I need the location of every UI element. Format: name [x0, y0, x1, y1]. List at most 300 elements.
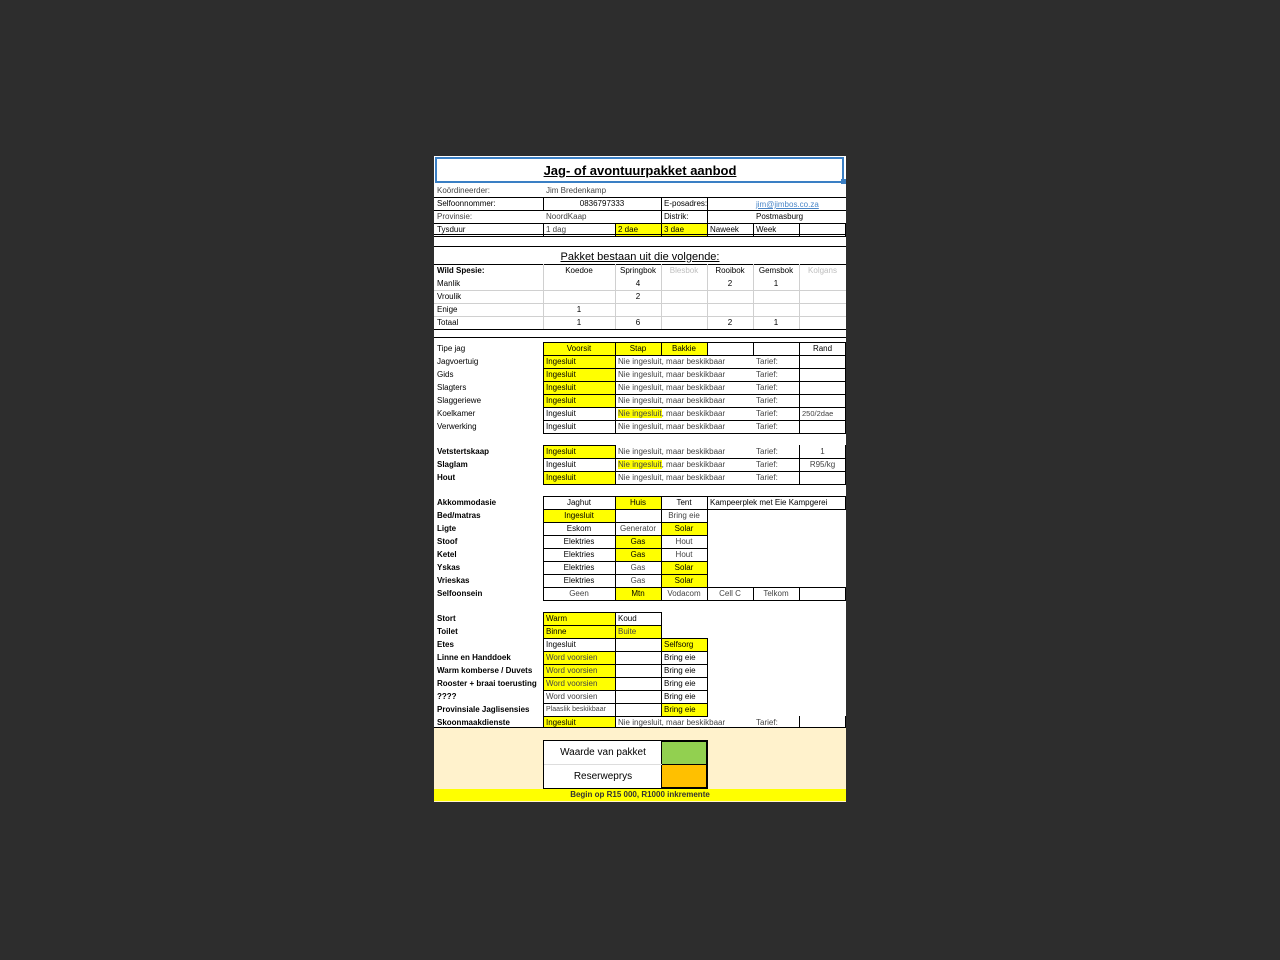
species-count[interactable]	[543, 278, 615, 290]
grid-line	[845, 420, 846, 434]
grid-line	[543, 625, 544, 639]
bedding-own[interactable]: Bring eie	[668, 511, 700, 520]
grid-line	[543, 561, 544, 575]
amenity-option[interactable]: Hout	[675, 550, 693, 559]
species-column-header: Rooibok	[715, 266, 745, 275]
hunt-type-option[interactable]: Bakkie	[661, 343, 707, 355]
shower-option[interactable]: Warm	[543, 613, 615, 625]
grid-line	[799, 394, 800, 408]
grid-line	[615, 394, 616, 408]
amenity-option[interactable]: Elektries	[563, 550, 595, 559]
cell-signal-option[interactable]: Geen	[569, 589, 589, 598]
grid-line	[615, 587, 616, 601]
amenity-option[interactable]: Eskom	[566, 524, 592, 533]
grid-line	[543, 587, 544, 601]
grid-line	[661, 651, 662, 665]
service-included[interactable]: Ingesluit	[546, 422, 576, 431]
species-count[interactable]	[543, 291, 615, 303]
service-label: Verwerking	[437, 422, 477, 431]
grid-line	[543, 471, 616, 472]
grid-line	[543, 600, 846, 601]
grid-line	[799, 264, 800, 330]
grid-line	[615, 703, 616, 717]
supply-label: Rooster + braai toerusting	[437, 679, 537, 688]
amenity-option[interactable]: Elektries	[563, 563, 595, 572]
grid-line	[615, 625, 616, 639]
grid-line	[799, 445, 800, 459]
species-column-header: Gemsbok	[758, 266, 794, 275]
grid-line	[615, 664, 616, 678]
meals-label: Etes	[437, 640, 454, 649]
grid-line	[661, 703, 662, 717]
accommodation-label: Akkommodasie	[437, 498, 497, 507]
grid-line	[661, 638, 662, 652]
accommodation-option[interactable]: Tent	[676, 498, 692, 507]
accommodation-option[interactable]: Kampeerplek met Eie Kampgerei	[710, 498, 828, 507]
meals-option[interactable]: Selfsorg	[661, 639, 707, 651]
service-included[interactable]: Ingesluit	[543, 356, 615, 368]
tariff-label: Tarief:	[756, 473, 778, 482]
species-count[interactable]: 1	[576, 318, 582, 327]
grid-line	[707, 264, 708, 330]
reserve-price-input[interactable]	[661, 764, 707, 788]
supply-own[interactable]: Bring eie	[664, 653, 696, 662]
grid-line	[615, 420, 616, 434]
species-count[interactable]: 2	[727, 318, 733, 327]
amenity-option[interactable]: Gas	[615, 549, 661, 561]
tariff-label: Tarief:	[756, 409, 778, 418]
service-label: Koelkamer	[437, 409, 476, 418]
amenity-option[interactable]: Elektries	[563, 537, 595, 546]
service-not-included[interactable]: Nie ingesluit, maar beskikbaar	[618, 396, 726, 405]
species-count[interactable]	[753, 304, 799, 316]
grid-line	[799, 342, 800, 356]
package-value-input[interactable]	[661, 741, 707, 765]
tariff-label: Tarief:	[756, 718, 778, 727]
grid-line	[845, 394, 846, 408]
grid-line	[543, 664, 708, 665]
tariff-value[interactable]: 250/2dae	[802, 409, 834, 418]
service-label: Slagters	[437, 383, 467, 392]
grid-line	[707, 210, 708, 224]
species-row-label: Vroulik	[437, 292, 462, 301]
grid-line	[661, 561, 662, 575]
tariff-label: Tarief:	[756, 383, 778, 392]
amenity-option[interactable]: Solar	[661, 575, 707, 587]
supply-provided[interactable]: Plaaslik beskikbaar	[546, 706, 606, 713]
species-count[interactable]: 2	[635, 292, 641, 301]
email-label: E-posadres:	[664, 199, 708, 208]
duration-option[interactable]: 3 dae	[661, 224, 707, 236]
grid-line	[661, 264, 662, 330]
extra-included[interactable]: Ingesluit	[546, 460, 576, 469]
grid-line	[543, 535, 544, 549]
grid-line	[434, 234, 846, 235]
grid-line	[543, 651, 544, 665]
grid-line	[707, 522, 708, 536]
tariff-label: Tarief:	[756, 370, 778, 379]
grid-line	[707, 509, 708, 523]
grid-line	[615, 407, 616, 421]
grid-line	[845, 445, 846, 459]
grid-line	[543, 458, 544, 472]
supply-own[interactable]: Bring eie	[664, 666, 696, 675]
cell-signal-option[interactable]: Cell C	[719, 589, 741, 598]
hunt-type-label: Tipe jag	[437, 344, 466, 353]
species-column-header: Kolgans	[808, 266, 837, 275]
grid-line	[543, 445, 544, 459]
tariff-value[interactable]	[799, 382, 846, 394]
service-included[interactable]: Ingesluit	[543, 382, 615, 394]
species-count[interactable]	[661, 278, 707, 290]
not-included-rest: , maar beskikbaar	[661, 409, 726, 418]
hunt-type-option[interactable]: Stap	[615, 343, 661, 355]
amenity-label: Ketel	[437, 550, 457, 559]
extra-included[interactable]: Ingesluit	[543, 472, 615, 484]
extra-label: Vetstertskaap	[437, 447, 490, 456]
duration-option[interactable]: 2 dae	[615, 224, 661, 236]
spreadsheet-sheet	[434, 156, 846, 802]
grid-line	[615, 690, 616, 704]
grid-line	[845, 381, 846, 395]
amenity-option[interactable]: Gas	[630, 576, 646, 585]
shower-label: Stort	[437, 614, 456, 623]
extra-not-included[interactable]: Nie ingesluit, maar beskikbaar	[618, 447, 726, 456]
grid-line	[615, 342, 616, 356]
grid-line	[615, 522, 616, 536]
service-label: Jagvoertuig	[437, 357, 479, 366]
grid-line	[707, 677, 708, 691]
supply-provided[interactable]: Word voorsien	[543, 652, 615, 664]
grid-line	[707, 703, 708, 717]
cleaning-not-included[interactable]: Nie ingesluit, maar beskikbaar	[618, 718, 726, 727]
grid-line	[543, 394, 616, 395]
toilet-option[interactable]: Buite	[615, 626, 661, 638]
supply-label: Linne en Handdoek	[437, 653, 511, 662]
grid-line	[543, 197, 707, 198]
shower-option[interactable]: Koud	[618, 614, 637, 623]
species-count[interactable]: 1	[576, 305, 582, 314]
extra-label: Hout	[437, 473, 456, 482]
valuation-box	[543, 740, 708, 789]
grid-line	[707, 509, 846, 510]
grid-line	[753, 587, 754, 601]
cleaning-included[interactable]: Ingesluit	[543, 717, 615, 729]
service-label: Gids	[437, 370, 454, 379]
grid-line	[661, 690, 662, 704]
not-included-highlight: Nie ingesluit	[618, 460, 662, 469]
species-count[interactable]: 2	[727, 279, 733, 288]
grid-line	[661, 548, 662, 562]
district-label: Distrik:	[664, 212, 689, 221]
province-label: Provinsie:	[437, 212, 473, 221]
grid-line	[543, 381, 616, 382]
grid-line	[434, 246, 846, 247]
grid-line	[661, 342, 662, 356]
amenity-option[interactable]: Elektries	[563, 576, 595, 585]
grid-line	[615, 355, 616, 369]
grid-line	[707, 587, 708, 601]
tariff-label: Tarief:	[756, 447, 778, 456]
toilet-option[interactable]: Binne	[543, 626, 615, 638]
grid-line	[661, 535, 662, 549]
species-count[interactable]	[799, 304, 846, 316]
grid-line	[543, 420, 616, 421]
extra-label: Slaglam	[437, 460, 468, 469]
accommodation-option[interactable]: Huis	[615, 497, 661, 509]
amenity-option[interactable]: Gas	[615, 536, 661, 548]
grid-line	[661, 587, 662, 601]
grid-line	[845, 407, 846, 421]
extra-included[interactable]: Ingesluit	[543, 446, 615, 458]
service-not-included[interactable]: Nie ingesluit, maar beskikbaar	[618, 383, 726, 392]
grid-line	[615, 561, 616, 575]
district-value[interactable]: Postmasburg	[756, 212, 804, 221]
species-count[interactable]: 1	[773, 318, 779, 327]
grid-line	[543, 509, 708, 510]
amenity-label: Ligte	[437, 524, 457, 533]
reserve-price-label: Reserweprys	[573, 771, 633, 782]
grid-line	[543, 677, 708, 678]
duration-option[interactable]: 1 dag	[546, 225, 567, 234]
tariff-label: Tarief:	[756, 460, 778, 469]
supply-provided[interactable]: Word voorsien	[546, 692, 598, 701]
extra-not-included[interactable]	[615, 459, 753, 471]
grid-line	[707, 561, 708, 575]
grid-line	[615, 509, 616, 523]
species-column-header: Koedoe	[565, 266, 593, 275]
species-count[interactable]	[799, 317, 846, 329]
tariff-label: Tarief:	[756, 396, 778, 405]
grid-line	[845, 458, 846, 472]
grid-line	[543, 561, 708, 562]
grid-line	[615, 651, 616, 665]
service-not-included[interactable]: Nie ingesluit, maar beskikbaar	[618, 357, 726, 366]
grid-line	[543, 471, 544, 485]
supply-provided[interactable]: Word voorsien	[543, 678, 615, 690]
package-heading: Pakket bestaan uit die volgende:	[560, 251, 720, 263]
toilet-label: Toilet	[437, 627, 458, 636]
species-count[interactable]: 1	[773, 279, 779, 288]
not-included-rest: , maar beskikbaar	[661, 460, 726, 469]
grid-line	[434, 264, 846, 265]
grid-line	[543, 496, 544, 510]
tariff-value[interactable]	[799, 395, 846, 407]
tariff-value[interactable]	[799, 356, 846, 368]
species-count[interactable]	[707, 304, 753, 316]
meals-option[interactable]: Ingesluit	[546, 640, 576, 649]
extra-not-included[interactable]: Nie ingesluit, maar beskikbaar	[618, 473, 726, 482]
grid-line	[543, 522, 708, 523]
amenity-label: Vrieskas	[437, 576, 470, 585]
grid-line	[845, 471, 846, 485]
accommodation-option[interactable]: Jaghut	[566, 498, 592, 507]
bedding-label: Bed/matras	[437, 511, 481, 520]
grid-line	[615, 548, 616, 562]
grid-line	[543, 638, 544, 652]
amenity-option[interactable]: Gas	[630, 563, 646, 572]
species-count[interactable]: 4	[635, 279, 641, 288]
grid-line	[707, 496, 846, 497]
grid-line	[543, 355, 544, 369]
grid-line	[615, 458, 616, 472]
grid-line	[799, 458, 800, 472]
species-column-header: Blesbok	[669, 266, 699, 275]
species-row-label: Enige	[437, 305, 458, 314]
grid-line	[543, 407, 616, 408]
grid-line	[799, 407, 800, 421]
amenity-option[interactable]: Generator	[619, 524, 657, 533]
grid-line	[799, 381, 800, 395]
tariff-value[interactable]	[799, 472, 846, 484]
species-count[interactable]	[799, 278, 846, 290]
grid-line	[707, 342, 708, 356]
tariff-label: Tarief:	[756, 422, 778, 431]
bidding-footer: Begin op R15 000, R1000 inkremente	[434, 789, 846, 801]
grid-line	[543, 342, 544, 356]
amenity-label: Stoof	[437, 537, 458, 546]
grid-line	[661, 210, 662, 224]
grid-line	[543, 433, 846, 434]
grid-line	[845, 587, 846, 601]
grid-line	[543, 677, 544, 691]
service-included[interactable]: Ingesluit	[543, 369, 615, 381]
grid-line	[543, 664, 544, 678]
grid-line	[845, 368, 846, 382]
species-count[interactable]	[707, 291, 753, 303]
service-included[interactable]: Ingesluit	[543, 395, 615, 407]
grid-line	[543, 381, 544, 395]
grid-line	[543, 574, 708, 575]
service-not-included[interactable]	[615, 408, 753, 420]
supply-own[interactable]: Bring eie	[661, 704, 707, 716]
service-included[interactable]: Ingesluit	[546, 409, 576, 418]
amenity-label: Yskas	[437, 563, 461, 572]
grid-line	[707, 496, 708, 510]
grid-line	[753, 342, 754, 356]
species-count[interactable]	[753, 291, 799, 303]
grid-line	[543, 484, 846, 485]
tariff-value[interactable]	[799, 369, 846, 381]
species-count[interactable]	[661, 304, 707, 316]
service-not-included[interactable]: Nie ingesluit, maar beskikbaar	[618, 422, 726, 431]
grid-line	[543, 535, 708, 536]
grid-line	[615, 496, 616, 510]
grid-line	[661, 522, 662, 536]
grid-line	[543, 690, 708, 691]
grid-line	[543, 716, 616, 717]
grid-line	[707, 690, 708, 704]
supply-label: Warm komberse / Duvets	[437, 666, 533, 675]
selection-fill-handle[interactable]	[841, 179, 846, 184]
duration-option[interactable]: Naweek	[710, 225, 739, 234]
hunt-type-option[interactable]: Voorsit	[543, 343, 615, 355]
service-label: Slaggeriewe	[437, 396, 482, 405]
cell-signal-option[interactable]: Mtn	[615, 588, 661, 600]
tariff-value[interactable]: 1	[820, 447, 825, 456]
grid-line	[661, 612, 662, 626]
amenity-option[interactable]: Hout	[675, 537, 693, 546]
province-value[interactable]: NoordKaap	[546, 212, 587, 221]
grid-line	[661, 509, 662, 523]
grid-line	[799, 368, 800, 382]
grid-line	[543, 355, 616, 356]
cell-signal-label: Selfoonsein	[437, 589, 483, 598]
grid-line	[543, 394, 544, 408]
grid-line	[615, 471, 616, 485]
species-count[interactable]	[661, 291, 707, 303]
grid-line	[543, 496, 708, 497]
tariff-value[interactable]: R95/kg	[809, 460, 836, 469]
species-count[interactable]	[661, 317, 707, 329]
valuation-divider	[544, 764, 662, 765]
grid-line	[543, 625, 662, 626]
service-not-included[interactable]: Nie ingesluit, maar beskikbaar	[618, 370, 726, 379]
email-link[interactable]: jim@jimbos.co.za	[756, 200, 819, 209]
valuation-area	[434, 728, 846, 802]
species-count[interactable]	[615, 304, 661, 316]
grid-line	[661, 574, 662, 588]
supply-provided[interactable]: Word voorsien	[543, 665, 615, 677]
species-count[interactable]: 6	[635, 318, 641, 327]
grid-line	[845, 355, 846, 369]
species-row-label: Totaal	[437, 318, 459, 327]
grid-line	[615, 368, 616, 382]
grid-line	[543, 690, 544, 704]
grid-line	[543, 703, 708, 704]
duration-option[interactable]: Week	[756, 225, 777, 234]
phone-value[interactable]: 0836797333	[579, 199, 625, 208]
bedding-included[interactable]: Ingesluit	[543, 510, 615, 522]
grid-line	[543, 522, 544, 536]
supply-own[interactable]: Bring eie	[664, 692, 696, 701]
grid-line	[707, 664, 708, 678]
grid-line	[543, 342, 846, 343]
grid-line	[707, 651, 708, 665]
grid-line	[799, 355, 800, 369]
species-row-label: Manlik	[437, 279, 461, 288]
tariff-value[interactable]	[799, 421, 846, 433]
grid-line	[845, 496, 846, 510]
phone-label: Selfoonnommer:	[437, 199, 496, 208]
grid-line	[434, 329, 846, 330]
grid-line	[543, 612, 662, 613]
grid-line	[615, 677, 616, 691]
coordinator-label: Koördineerder:	[437, 186, 490, 195]
grid-line	[615, 574, 616, 588]
cell-signal-option[interactable]: Telkom	[763, 589, 789, 598]
grid-line	[543, 703, 544, 717]
grid-line	[543, 574, 544, 588]
grid-line	[543, 368, 616, 369]
supply-label: Provinsiale Jaglisensies	[437, 705, 530, 714]
grid-line	[615, 445, 616, 459]
coordinator-value[interactable]: Jim Bredenkamp	[546, 186, 607, 195]
species-column-header: Springbok	[619, 266, 657, 275]
hunt-type-extra[interactable]: Rand	[812, 344, 833, 353]
amenity-option[interactable]: Solar	[661, 523, 707, 535]
tariff-label: Tarief:	[756, 357, 778, 366]
grid-line	[753, 264, 754, 330]
package-value-label: Waarde van pakket	[560, 747, 646, 758]
grid-line	[615, 535, 616, 549]
grid-line	[543, 445, 616, 446]
supply-own[interactable]: Bring eie	[664, 679, 696, 688]
cell-signal-option[interactable]: Vodacom	[667, 589, 701, 598]
grid-line	[707, 574, 708, 588]
species-count[interactable]	[799, 291, 846, 303]
amenity-option[interactable]: Solar	[661, 562, 707, 574]
